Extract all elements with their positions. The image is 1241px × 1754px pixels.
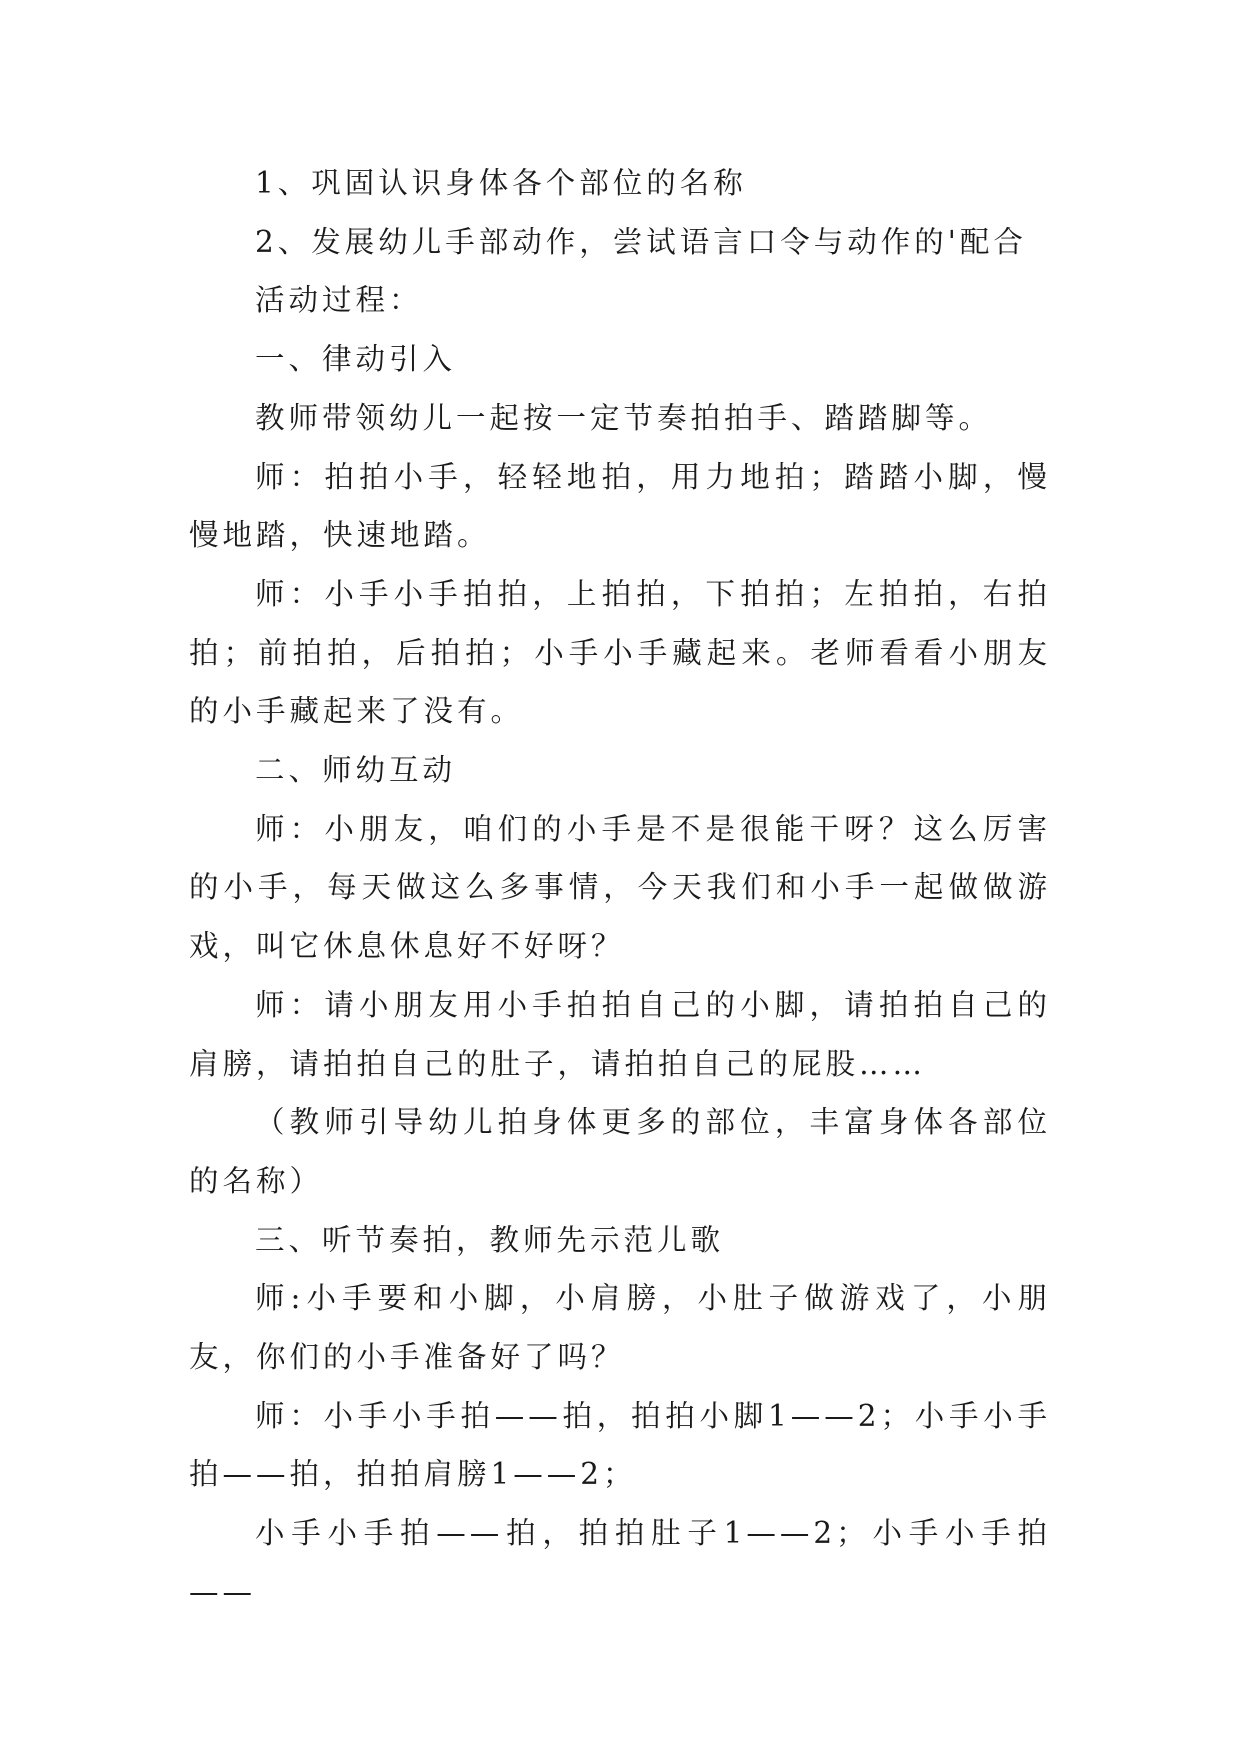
document-body bbox=[189, 154, 1051, 1622]
section-heading-interaction: 二、师幼互动 bbox=[255, 753, 457, 788]
objective-2: 2、发展幼儿手部动作，尝试语言口令与动作的'配合 bbox=[255, 224, 1027, 259]
paragraph-song-line: 小手小手拍——拍，拍拍肚子1——2；小手小手拍—— bbox=[189, 1516, 1051, 1609]
paragraph-teacher-4: 师：请小朋友用小手拍拍自己的小脚，请拍拍自己的肩膀，请拍拍自己的肚子，请拍拍自己的屁股…… bbox=[189, 987, 1051, 1081]
objective-1: 1、巩固认识身体各个部位的名称 bbox=[255, 166, 747, 200]
paragraph-teacher-5: 师:小手要和小脚，小肩膀，小肚子做游戏了，小朋友，你们的小手准备好了吗？ bbox=[189, 1281, 1051, 1375]
section-heading-rhythm-clap: 三、听节奏拍，教师先示范儿歌 bbox=[255, 1222, 725, 1257]
section-heading-rhythm-intro: 一、律动引入 bbox=[255, 342, 457, 377]
paragraph-note: （教师引导幼儿拍身体更多的部位，丰富身体各部位的名称） bbox=[189, 1105, 1051, 1198]
section-heading-process: 活动过程： bbox=[255, 283, 423, 318]
paragraph-rhythm-desc: 教师带领幼儿一起按一定节奏拍拍手、踏踏脚等。 bbox=[255, 400, 993, 435]
paragraph-teacher-3: 师：小朋友，咱们的小手是不是很能干呀？这么厉害的小手，每天做这么多事情，今天我们和小手一起做做游戏，叫它休息休息好不好呀？ bbox=[189, 811, 1051, 964]
paragraph-teacher-6: 师：小手小手拍——拍，拍拍小脚1——2；小手小手拍——拍，拍拍肩膀1——2； bbox=[189, 1398, 1051, 1492]
paragraph-teacher-1: 师：拍拍小手，轻轻地拍，用力地拍；踏踏小脚，慢慢地踏，快速地踏。 bbox=[189, 459, 1051, 553]
paragraph-teacher-2: 师：小手小手拍拍，上拍拍，下拍拍；左拍拍，右拍拍；前拍拍，后拍拍；小手小手藏起来。老师看看小朋友的小手藏起来了没有。 bbox=[189, 576, 1051, 729]
